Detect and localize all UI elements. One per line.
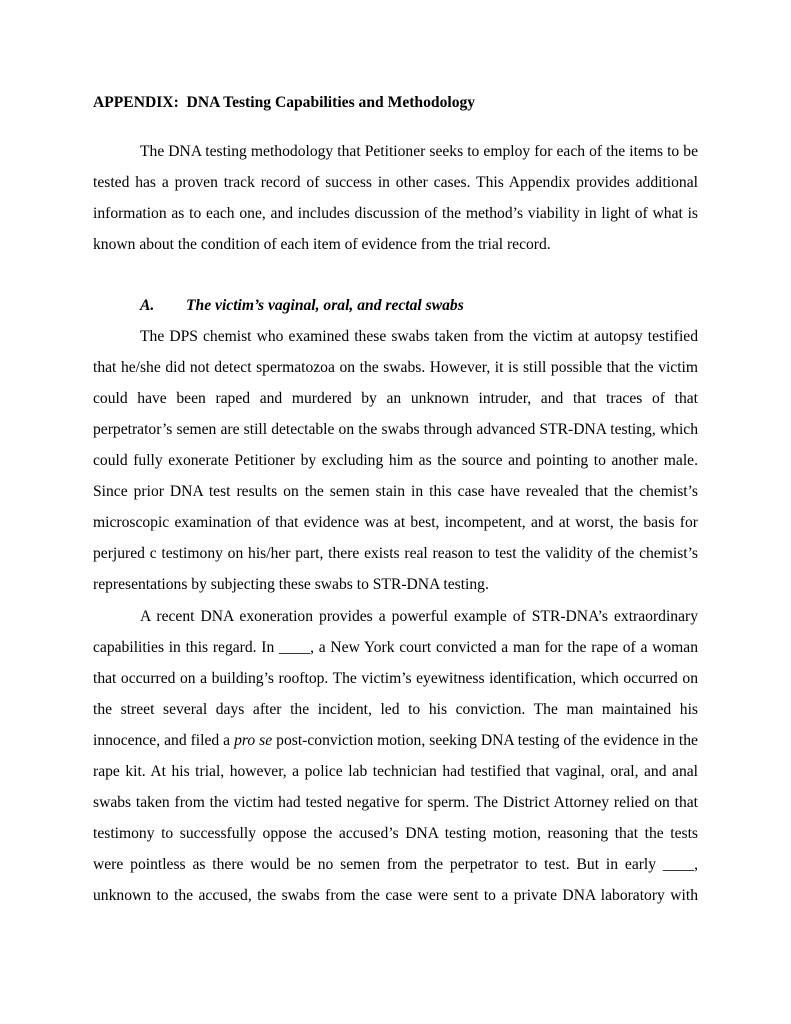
paragraph-line: testimony to successfully oppose the accused’s DNA testing motion, reasoning that the tests: [93, 825, 698, 842]
paragraph-line: [93, 731, 698, 762]
section-a-paragraph: [93, 327, 698, 606]
paragraph-line: A recent DNA exoneration provides a powerful example of STR-DNA’s extraordinary: [140, 608, 698, 625]
paragraph-line: capabilities in this regard. In ____, a New York court convicted a man for the rape of a woman: [93, 639, 698, 656]
paragraph-line: The DNA testing methodology that Petitioner seeks to employ for each of the items to be: [140, 143, 698, 160]
paragraph-line: the street several days after the incident, led to his conviction. The man maintained his: [93, 701, 698, 718]
intro-paragraph: [93, 142, 698, 266]
paragraph-line: that he/she did not detect spermatozoa on the swabs. However, it is still possible that the victim: [93, 359, 698, 376]
section-a-heading: [140, 296, 464, 316]
paragraph-line: could fully exonerate Petitioner by excluding him as the source and pointing to another male.: [93, 452, 698, 469]
paragraph-line: microscopic examination of that evidence was at best, incompetent, and at worst, the basis for: [93, 514, 698, 531]
paragraph-line: rape kit. At his trial, however, a police lab technician had testified that vaginal, oral, and anal: [93, 763, 698, 780]
paragraph-line: perpetrator’s semen are still detectable on the swabs through advanced STR-DNA testing, which: [93, 421, 698, 438]
section-a-letter: A.: [140, 297, 155, 314]
example-paragraph: [93, 607, 698, 917]
paragraph-line: Since prior DNA test results on the semen stain in this case have revealed that the chemist’s: [93, 483, 698, 500]
paragraph-line: that occurred on a building’s rooftop. The victim’s eyewitness identification, which occurred on: [93, 670, 698, 687]
paragraph-line: perjured c testimony on his/her part, there exists real reason to test the validity of the chemist’s: [93, 545, 698, 562]
line-text: post-conviction motion, seeking DNA testing of the evidence in the: [272, 732, 698, 749]
pro-se-italic: pro se: [234, 732, 273, 749]
paragraph-line: swabs taken from the victim had tested negative for sperm. The District Attorney relied on that: [93, 794, 698, 811]
paragraph-line: information as to each one, and includes discussion of the method’s viability in light of what is: [93, 205, 698, 222]
paragraph-line: were pointless as there would be no semen from the perpetrator to test. But in early ____,: [93, 856, 698, 873]
appendix-heading: APPENDIX: DNA Testing Capabilities and Methodology: [93, 94, 476, 111]
section-a-title: The victim’s vaginal, oral, and rectal swabs: [186, 297, 464, 314]
paragraph-line: representations by subjecting these swabs to STR-DNA testing.: [93, 576, 489, 593]
paragraph-line: tested has a proven track record of success in other cases. This Appendix provides additional: [93, 174, 698, 191]
paragraph-line: could have been raped and murdered by an unknown intruder, and that traces of that: [93, 390, 698, 407]
paragraph-line: unknown to the accused, the swabs from the case were sent to a private DNA laboratory with: [93, 887, 698, 904]
paragraph-line: The DPS chemist who examined these swabs taken from the victim at autopsy testified: [140, 328, 698, 345]
line-text: innocence, and filed a: [93, 732, 235, 749]
paragraph-line: known about the condition of each item of evidence from the trial record.: [93, 236, 551, 253]
